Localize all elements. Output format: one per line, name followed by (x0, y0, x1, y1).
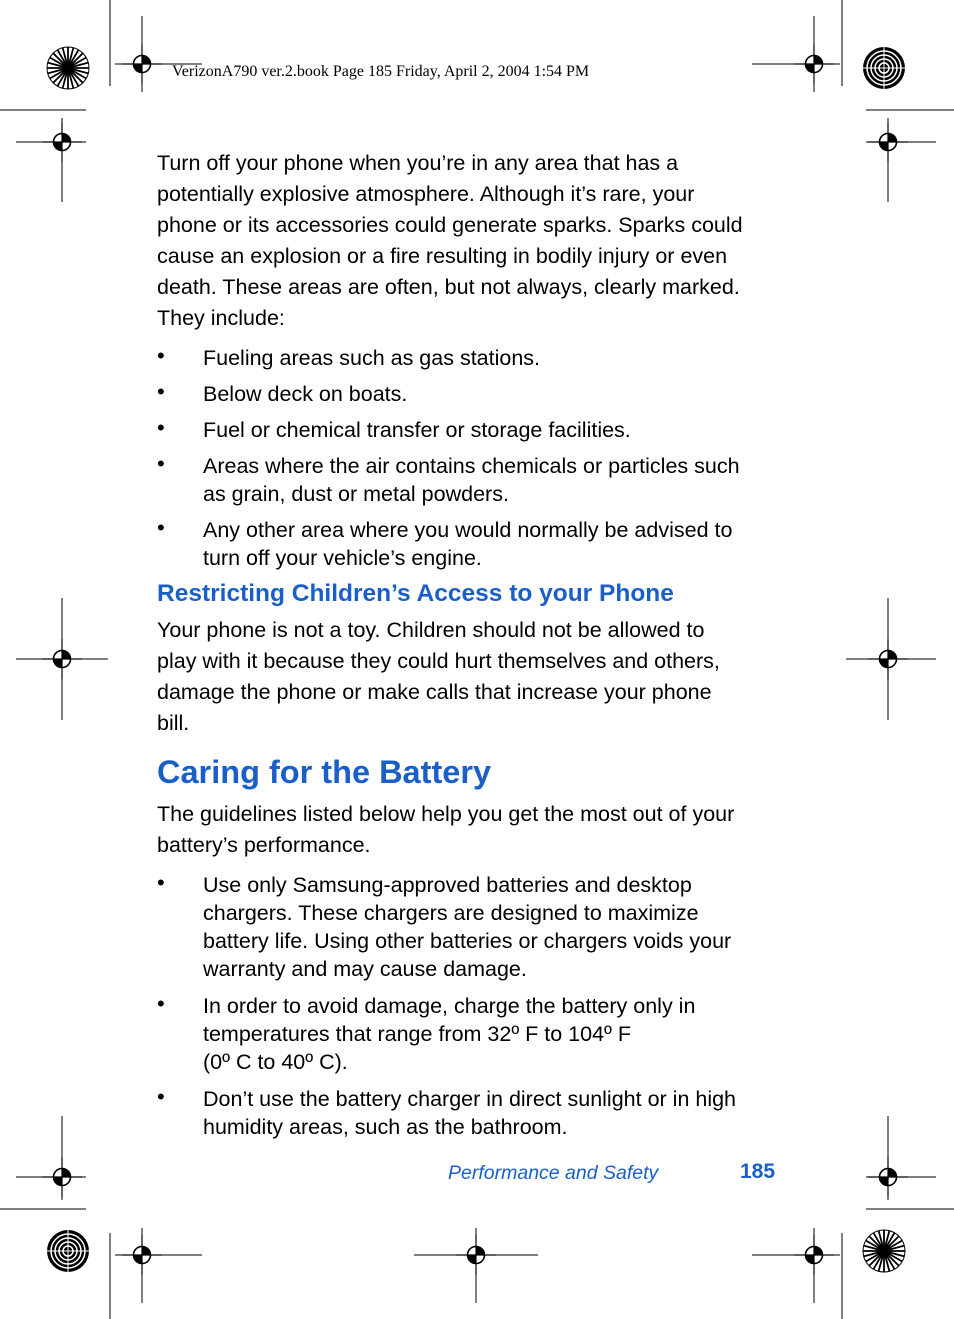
registration-mark-icon (868, 1157, 908, 1197)
registration-mark-icon (456, 1235, 496, 1275)
battery-care-paragraph: The guidelines listed below help you get the most out of your battery’s performance. (157, 802, 735, 857)
registration-mark-icon (42, 122, 82, 162)
registration-mark-icon (42, 1157, 82, 1197)
intro-paragraph: Turn off your phone when you’re in any area that has a potentially explosive atmosphere. Although it’s rare, your phone or its accessories could generate sparks. Sparks could cause an explosion or a fire resulting in bodily injury or even death. These areas are often, but not always, clearly marked. They include: (157, 151, 743, 330)
registration-mark-icon (122, 1235, 162, 1275)
bullet-icon: • (157, 415, 165, 440)
registration-mark-icon (794, 1235, 834, 1275)
bullet-icon: • (157, 870, 165, 895)
color-calibration-target-icon (863, 1230, 905, 1272)
bullet-icon: • (157, 515, 165, 540)
list-item: • Fueling areas such as gas stations. (157, 343, 541, 370)
bullet-icon: • (157, 343, 165, 368)
page-content (157, 148, 787, 1141)
print-header: VerizonA790 ver.2.book Page 185 Friday, April 2, 2004 1:54 PM (172, 63, 590, 80)
children-access-paragraph: Your phone is not a toy. Children should not be allowed to play with it because they could hurt themselves and others, damage the phone or make calls that increase your phone bill. (157, 618, 720, 735)
list-item: • Fuel or chemical transfer or storage facilities. (157, 415, 631, 442)
bullet-icon: • (157, 451, 165, 476)
page-number: 185 (740, 1160, 776, 1183)
registration-mark-icon (794, 44, 834, 84)
list-item: • Don’t use the battery charger in direct sunlight or in high humidity areas, such as the bathroom. (157, 1084, 737, 1139)
footer-section-label: Performance and Safety (448, 1162, 659, 1184)
color-calibration-target-icon (47, 47, 89, 89)
list-item: • Any other area where you would normally be advised to turn off your vehicle’s engine. (157, 515, 733, 570)
list-item: • Below deck on boats. (157, 379, 408, 406)
list-item: • In order to avoid damage, charge the battery only in temperatures that range from 32º F to 104º F (0º C to 40º C). (157, 991, 696, 1074)
registration-mark-icon (42, 639, 82, 679)
bullet-icon: • (157, 1084, 165, 1109)
color-calibration-target-icon (47, 1230, 89, 1272)
registration-mark-icon (122, 44, 162, 84)
battery-guideline-list (157, 871, 787, 1141)
bullet-icon: • (157, 379, 165, 404)
list-item: • Use only Samsung-approved batteries and desktop chargers. These chargers are designed to maximize battery life. Using other batteries or chargers voids your warranty and may cause damage. (157, 870, 732, 981)
hazard-area-list (157, 344, 787, 572)
children-access-heading: Restricting Children’s Access to your Phone (157, 580, 674, 607)
registration-mark-icon (868, 122, 908, 162)
registration-mark-icon (868, 639, 908, 679)
list-item: • Areas where the air contains chemicals or particles such as grain, dust or metal powders. (157, 451, 740, 506)
bullet-icon: • (157, 991, 165, 1016)
color-calibration-target-icon (863, 47, 905, 89)
battery-care-heading: Caring for the Battery (157, 754, 492, 790)
